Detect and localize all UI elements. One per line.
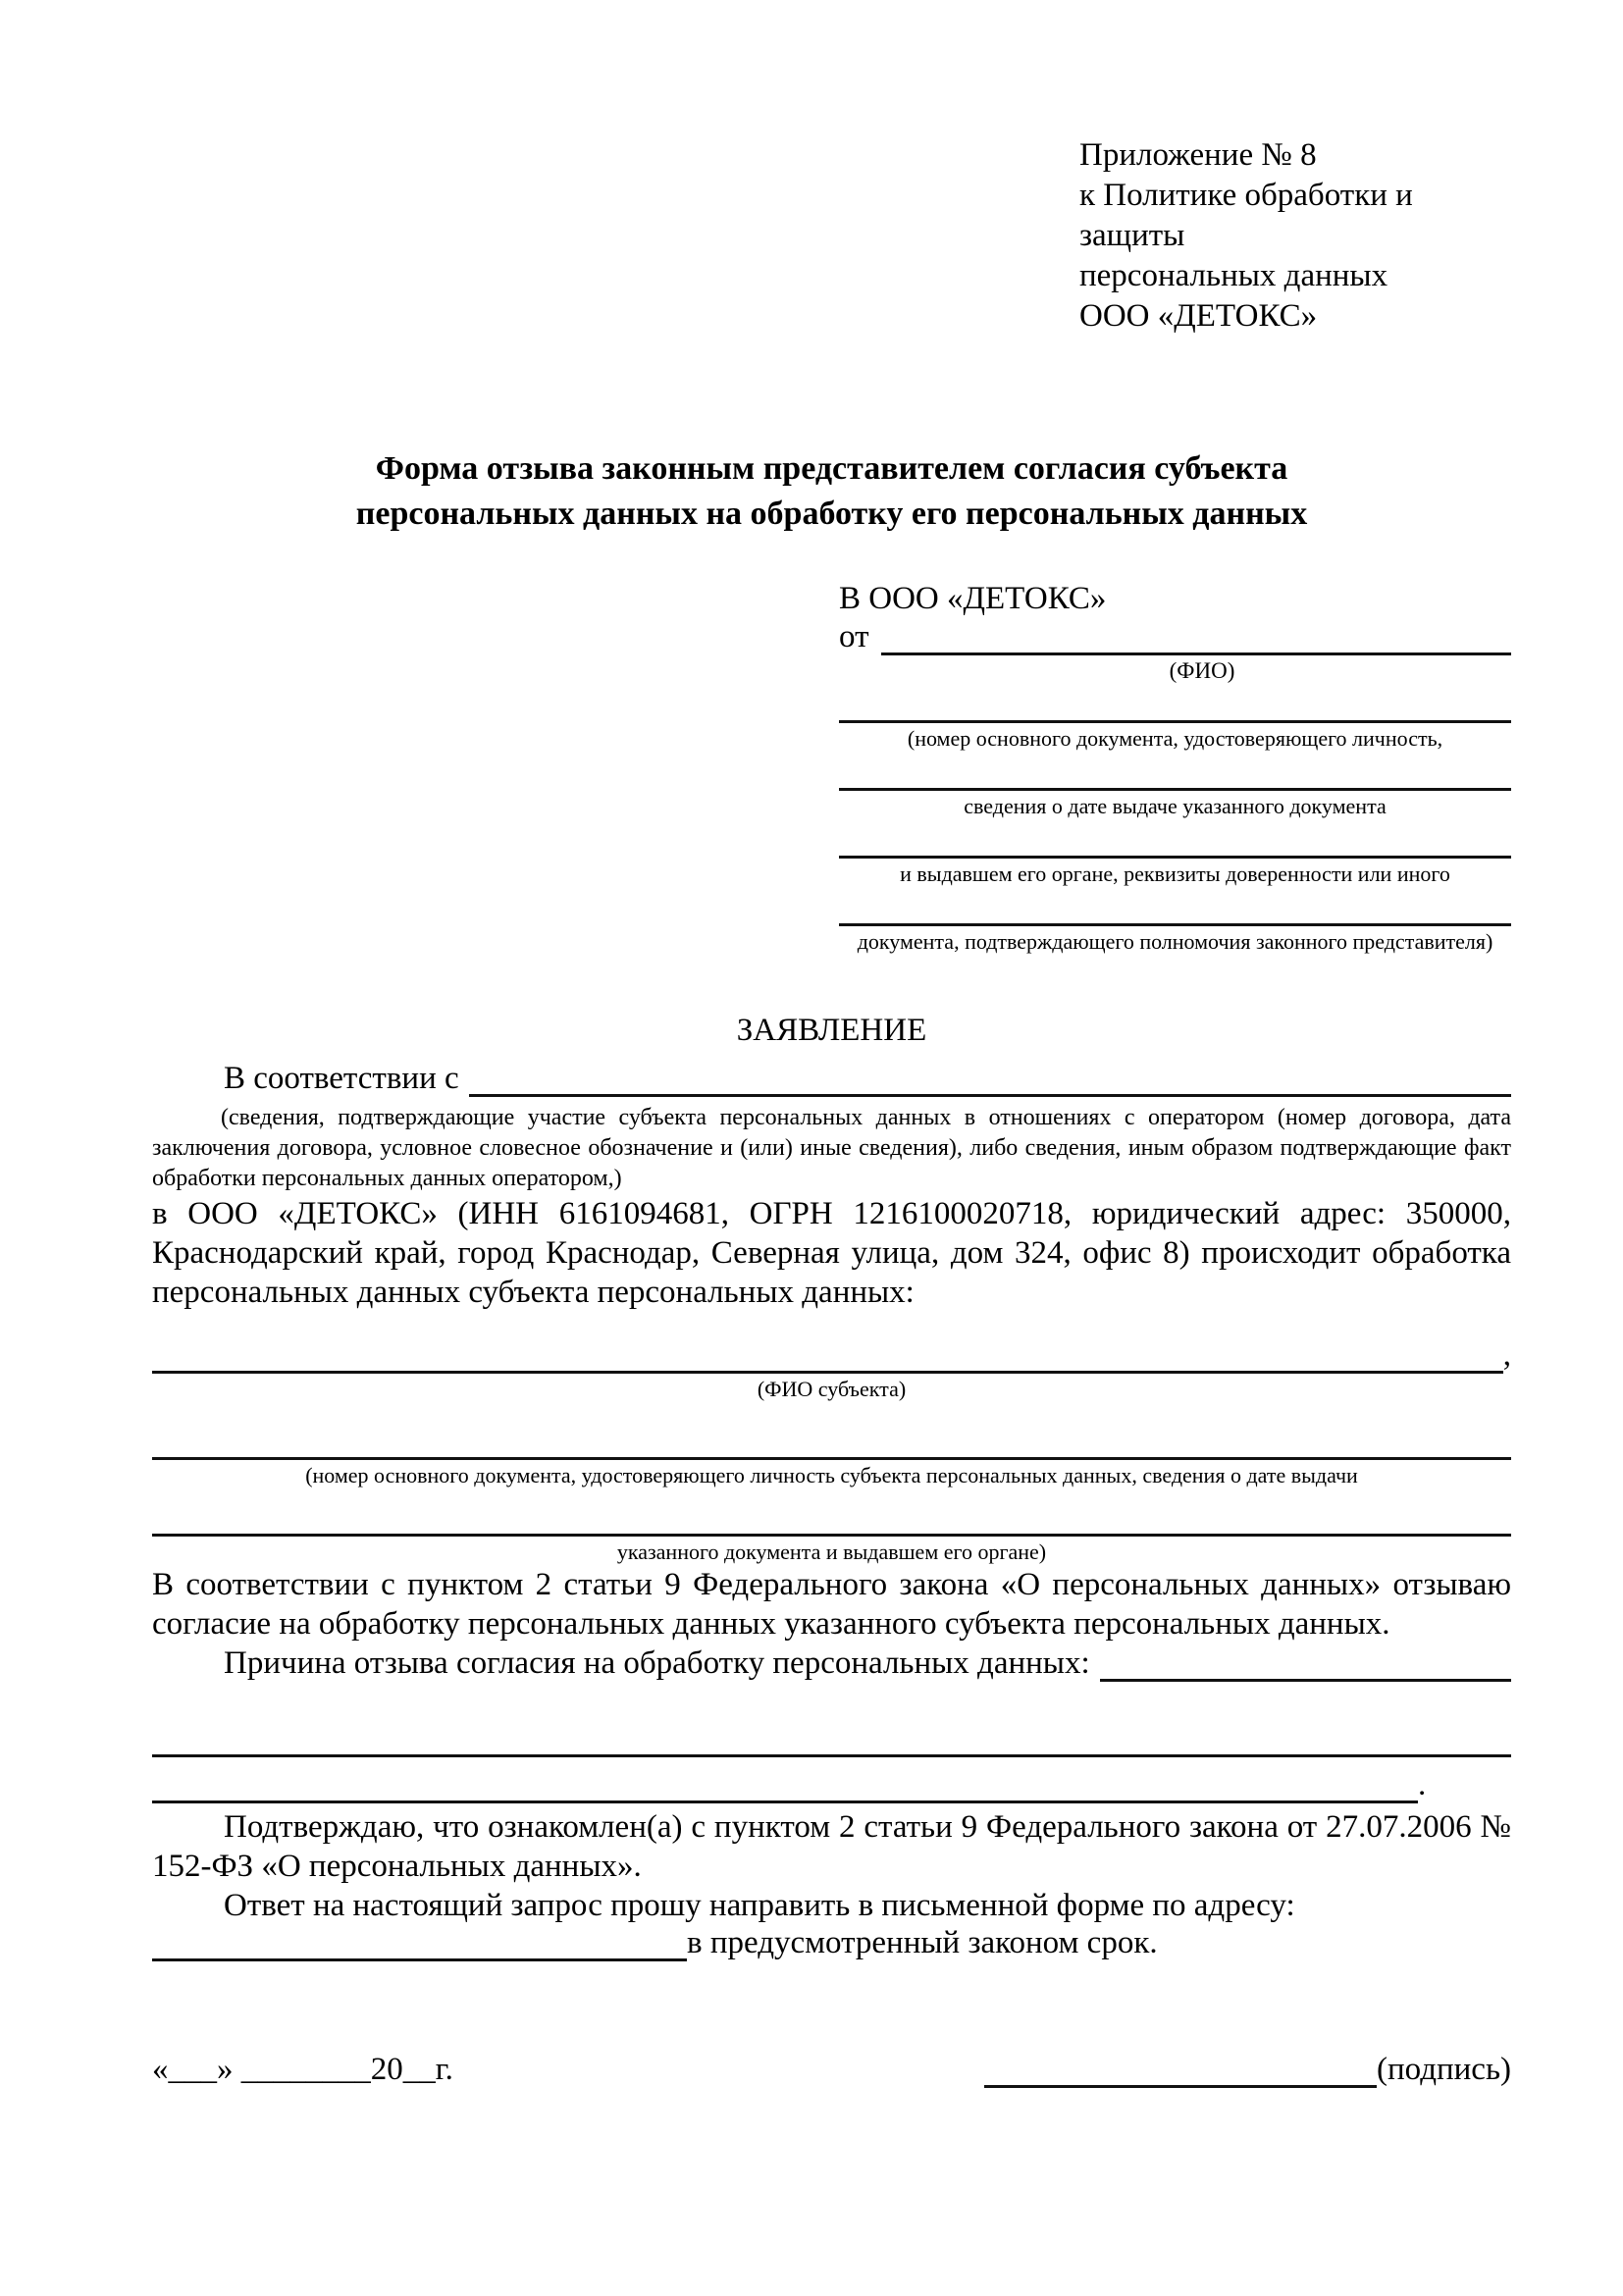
reason-blank-line-2-row xyxy=(152,1767,1511,1803)
statement-heading: ЗАЯВЛЕНИЕ xyxy=(736,1013,927,1048)
reason-period: . xyxy=(1418,1767,1427,1802)
signature-block xyxy=(984,2052,1511,2088)
subject-doc-caption-1: (номер основного документа, удостоверяющего личность субъекта персональных данных, сведения о дате выдачи xyxy=(305,1463,1358,1487)
reason-blank-line-1 xyxy=(152,1725,1511,1757)
blank-line xyxy=(839,760,1511,791)
representative-doc-field xyxy=(839,693,1511,752)
blank-line xyxy=(839,693,1511,723)
addressee-block xyxy=(839,578,1511,955)
blank-line xyxy=(839,896,1511,926)
from-fio-field xyxy=(881,619,1512,655)
subject-doc-field xyxy=(152,1428,1511,1488)
field-caption: документа, подтверждающего полномочия законного представителя) xyxy=(857,929,1493,954)
field-caption: сведения о дате выдаче указанного документа xyxy=(964,794,1387,818)
field-caption: и выдавшем его органе, реквизиты доверенности или иного xyxy=(900,861,1450,886)
reason-row xyxy=(152,1645,1511,1682)
subject-fio-row xyxy=(152,1337,1511,1374)
reason-blank-line-2 xyxy=(152,1771,1418,1803)
blank-line xyxy=(152,1428,1511,1460)
from-row xyxy=(839,619,1511,655)
operator-paragraph: в ООО «ДЕТОКС» (ИНН 6161094681, ОГРН 1216100020718, юридический адрес: 350000, Краснодарский край, город Краснодар, Северная улица, дом 324, офис 8) происходит обработка персональных данных субъекта персональных данных: xyxy=(152,1196,1511,1310)
footer-row xyxy=(152,2052,1511,2088)
subject-fio-comma: , xyxy=(1502,1337,1511,1373)
blank-line xyxy=(839,828,1511,859)
annex-line: Приложение № 8 xyxy=(1079,137,1317,173)
subject-doc-caption-2: указанного документа и выдавшем его органе) xyxy=(616,1539,1047,1564)
intro-note: (сведения, подтверждающие участие субъекта персональных данных в отношениях с оператором (номер договора, дата заключения договора, условное словесное обозначение и (или) иные сведения), либо сведения, иным образом подтверждающие факт обработки персональных данных оператором,) xyxy=(152,1105,1511,1191)
annex-line: к Политике обработки и защиты xyxy=(1079,178,1413,253)
representative-doc-field xyxy=(839,760,1511,819)
intro-label: В соответствии с xyxy=(224,1061,459,1096)
document-title-line: персональных данных на обработку его персональных данных xyxy=(355,496,1308,532)
signature-caption: (подпись) xyxy=(1377,2052,1511,2087)
intro-row xyxy=(152,1061,1511,1097)
withdrawal-paragraph: В соответствии с пунктом 2 статьи 9 Федерального закона «О персональных данных» отзываю согласие на обработку персональных данных указанного субъекта персональных данных. xyxy=(152,1567,1511,1642)
fio-caption: (ФИО) xyxy=(1169,658,1235,683)
subject-fio-caption: (ФИО субъекта) xyxy=(757,1377,907,1401)
date-field: «___» ________20__г. xyxy=(152,2052,453,2087)
subject-fio-field xyxy=(152,1341,1503,1374)
from-label: от xyxy=(839,619,869,654)
reason-label: Причина отзыва согласия на обработку персональных данных: xyxy=(224,1645,1090,1681)
annex-line: ООО «ДЕТОКС» xyxy=(1079,298,1318,334)
reply-tail: в предусмотренный законом срок. xyxy=(687,1925,1158,1960)
subject-doc-field xyxy=(152,1504,1511,1565)
document-title-line: Форма отзыва законным представителем согласия субъекта xyxy=(375,450,1288,487)
field-caption: (номер основного документа, удостоверяющего личность, xyxy=(907,726,1443,751)
signature-field xyxy=(984,2056,1377,2088)
blank-line xyxy=(152,1504,1511,1537)
annex-block xyxy=(1079,0,1511,337)
representative-doc-field xyxy=(839,828,1511,887)
confirmation-paragraph: Подтверждаю, что ознакомлен(а) с пунктом 2 статьи 9 Федерального закона от 27.07.2006 № 152-ФЗ «О персональных данных». xyxy=(152,1809,1511,1884)
reply-address-row xyxy=(152,1925,1511,1961)
reply-address-field xyxy=(152,1929,687,1961)
annex-line: персональных данных xyxy=(1079,258,1388,293)
addressee-to: В ООО «ДЕТОКС» xyxy=(839,581,1107,616)
reason-blank-field xyxy=(1100,1645,1511,1682)
document-title xyxy=(152,446,1511,537)
reply-paragraph: Ответ на настоящий запрос прошу направить в письменной форме по адресу: xyxy=(224,1888,1295,1923)
document-page xyxy=(152,0,1511,2088)
intro-blank-field xyxy=(469,1061,1511,1097)
representative-doc-field xyxy=(839,896,1511,955)
